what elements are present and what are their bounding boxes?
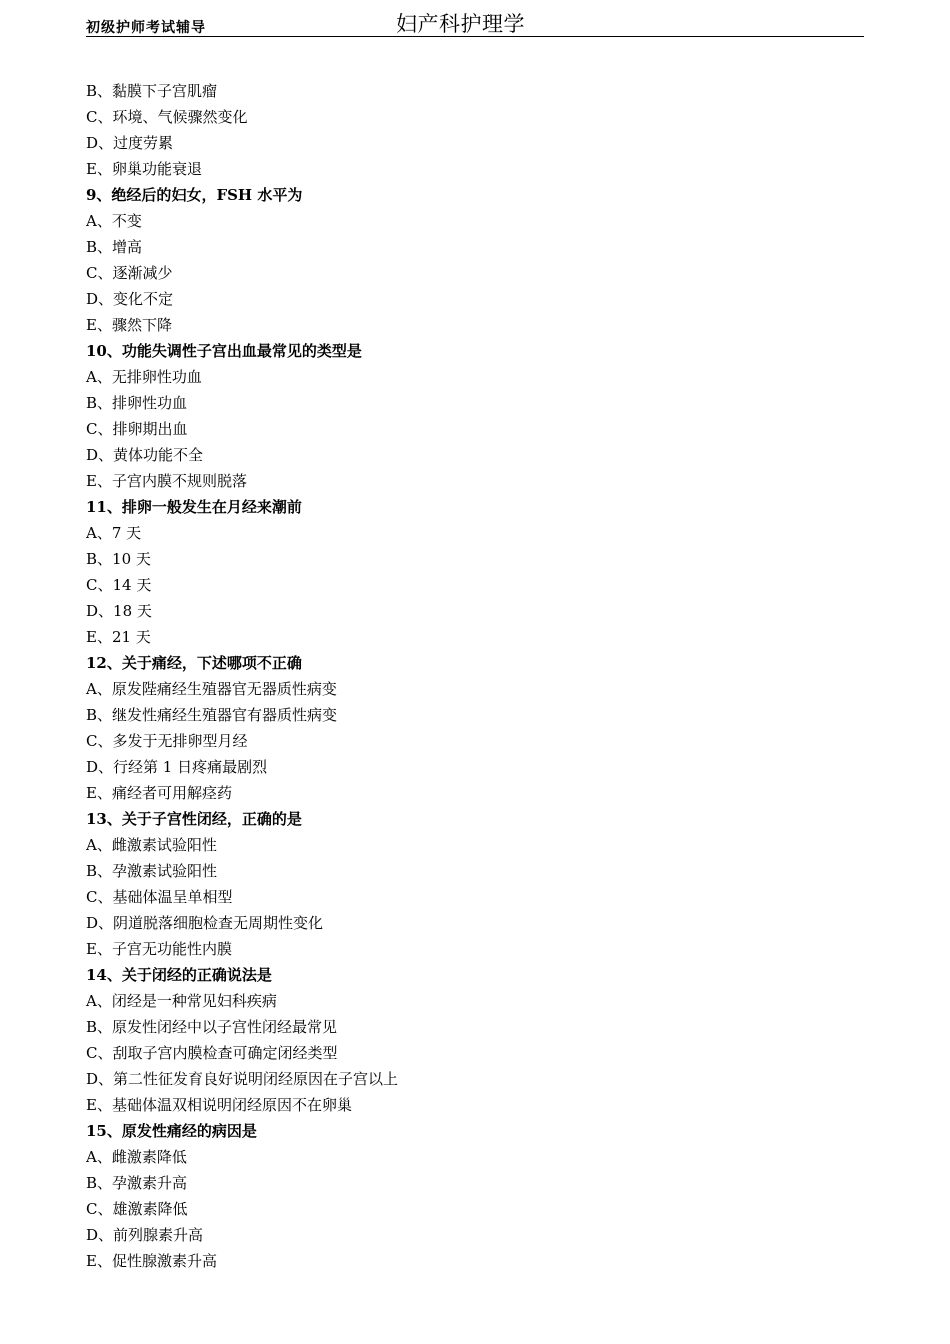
- option-b: B、孕激素试验阳性: [86, 862, 218, 880]
- option-c: C、逐渐减少: [86, 264, 173, 282]
- option-d: D、黄体功能不全: [86, 446, 204, 464]
- option-d: D、阴道脱落细胞检查无周期性变化: [86, 914, 324, 932]
- option-a: A、无排卵性功血: [86, 368, 202, 386]
- option-b: B、10 天: [86, 550, 151, 568]
- option-c: C、雄激素降低: [86, 1200, 188, 1218]
- option-e: E、基础体温双相说明闭经原因不在卵巢: [86, 1096, 352, 1114]
- option-e: E、21 天: [86, 628, 151, 646]
- option-b: B、增高: [86, 238, 143, 256]
- question-list: [86, 78, 866, 1274]
- option-leading-c: C、环境、气候骤然变化: [86, 108, 248, 126]
- question-text: 14、关于闭经的正确说法是: [86, 966, 272, 984]
- option-a: A、7 天: [86, 524, 142, 542]
- option-d: D、第二性征发育良好说明闭经原因在子宫以上: [86, 1070, 399, 1088]
- question-9: [86, 182, 866, 338]
- option-e: E、痛经者可用解痉药: [86, 784, 232, 802]
- option-d: D、行经第 1 日疼痛最剧烈: [86, 758, 268, 776]
- option-c: C、14 天: [86, 576, 152, 594]
- option-a: A、雌激素降低: [86, 1148, 187, 1166]
- question-12: [86, 650, 866, 806]
- option-e: E、促性腺激素升高: [86, 1252, 217, 1270]
- option-e: E、子宫无功能性内膜: [86, 940, 232, 958]
- page-title: 妇产科护理学: [396, 12, 525, 36]
- option-b: B、原发性闭经中以子宫性闭经最常见: [86, 1018, 338, 1036]
- question-text: 13、关于子宫性闭经，正确的是: [86, 810, 302, 828]
- question-13: [86, 806, 866, 962]
- question-text: 12、关于痛经，下述哪项不正确: [86, 654, 302, 672]
- option-c: C、多发于无排卵型月经: [86, 732, 248, 750]
- question-text: 10、功能失调性子宫出血最常见的类型是: [86, 342, 362, 360]
- question-14: [86, 962, 866, 1118]
- option-leading-d: D、过度劳累: [86, 134, 174, 152]
- header-subtitle: 初级护师考试辅导: [86, 20, 206, 36]
- question-text: 11、排卵一般发生在月经来潮前: [86, 498, 302, 516]
- option-b: B、排卵性功血: [86, 394, 188, 412]
- option-d: D、18 天: [86, 602, 152, 620]
- question-11: [86, 494, 866, 650]
- option-b: B、孕激素升高: [86, 1174, 188, 1192]
- option-leading-e: E、卵巢功能衰退: [86, 160, 202, 178]
- page-header: [86, 8, 864, 37]
- leading-options: [86, 78, 866, 182]
- option-c: C、基础体温呈单相型: [86, 888, 233, 906]
- question-text: 9、绝经后的妇女，FSH 水平为: [86, 186, 303, 204]
- option-e: E、骤然下降: [86, 316, 172, 334]
- option-c: C、排卵期出血: [86, 420, 188, 438]
- option-b: B、继发性痛经生殖器官有器质性病变: [86, 706, 338, 724]
- option-leading-b: B、黏膜下子宫肌瘤: [86, 82, 218, 100]
- option-d: D、变化不定: [86, 290, 174, 308]
- option-d: D、前列腺素升高: [86, 1226, 204, 1244]
- option-e: E、子宫内膜不规则脱落: [86, 472, 247, 490]
- option-a: A、闭经是一种常见妇科疾病: [86, 992, 277, 1010]
- question-15: [86, 1118, 866, 1274]
- option-a: A、不变: [86, 212, 142, 230]
- question-10: [86, 338, 866, 494]
- option-c: C、刮取子宫内膜检查可确定闭经类型: [86, 1044, 338, 1062]
- option-a: A、雌激素试验阳性: [86, 836, 217, 854]
- question-text: 15、原发性痛经的病因是: [86, 1122, 257, 1140]
- option-a: A、原发陛痛经生殖器官无器质性病变: [86, 680, 337, 698]
